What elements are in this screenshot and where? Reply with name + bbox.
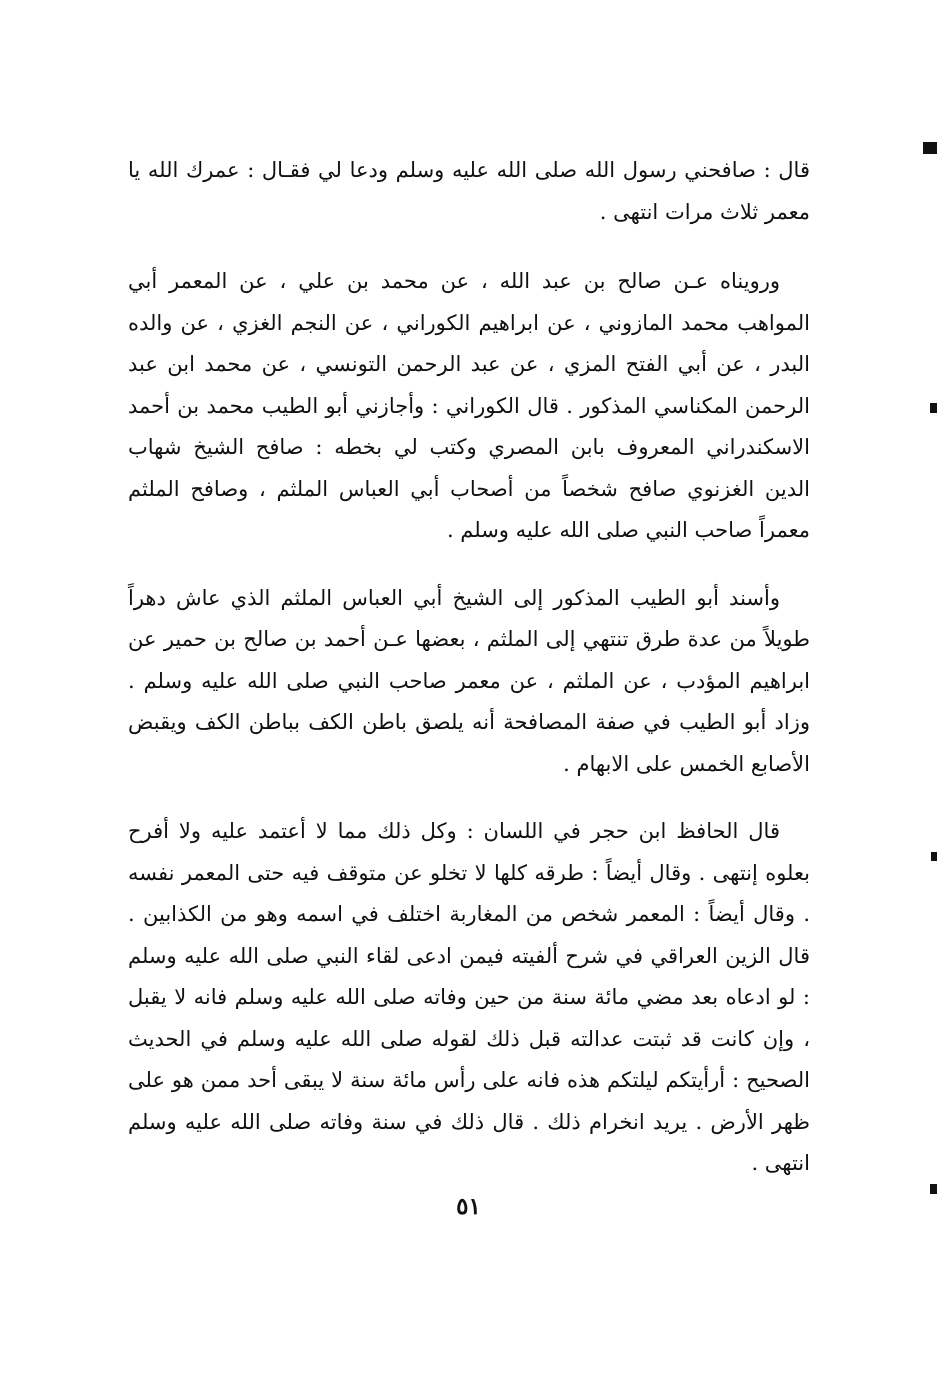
scan-edge-mark [931, 852, 937, 861]
scan-edge-mark [923, 142, 937, 154]
paragraph-1: قال : صافحني رسول الله صلى الله عليه وسلم ودعا لي فقـال : عمرك الله يا معمر ثلاث مرات انتهى . [128, 158, 810, 224]
scan-edge-mark [930, 1184, 937, 1194]
scan-edge-mark [930, 403, 937, 413]
page-number: ٥١ [456, 1193, 481, 1220]
paragraph-2: ورويناه عـن صالح بن عبد الله ، عن محمد بن علي ، عن المعمر أبي المواهب محمد المازوني ، عن ابراهيم الكوراني ، عن النجم الغزي ، عن والده البدر ، عن أبي الفتح المزي ، عن عبد الرحمن التونسي ، عن محمد ابن عبد الرحمن المكناسي المذكور . قال الكوراني : وأجازني أبو الطيب محمد بن أحمد الاسكندراني المعروف بابن المصري وكتب لي بخطه : صافح الشيخ شهاب الدين الغزنوي صافح شخصاً من أصحاب أبي العباس الملثم ، وصافح الملثم معمراً صاحب النبي صلى الله عليه وسلم . [128, 269, 810, 542]
paragraph-3: وأسند أبو الطيب المذكور إلى الشيخ أبي العباس الملثم الذي عاش دهراً طويلاً من عدة طرق تنتهي إلى الملثم ، بعضها عـن أحمد بن صالح بن حمير عن ابراهيم المؤدب ، عن الملثم ، عن معمر صاحب النبي صلى الله عليه وسلم . وزاد أبو الطيب في صفة المصافحة أنه يلصق باطن الكف بباطن الكف ويقبض الأصابع الخمس على الابهام . [128, 585, 810, 776]
paragraph-4: قال الحافظ ابن حجر في اللسان : وكل ذلك مما لا أعتمد عليه ولا أفرح بعلوه إنتهى . وقال أيضاً : طرقه كلها لا تخلو عن متوقف فيه حتى المعمر نفسه . وقال أيضاً : المعمر شخص من المغاربة اختلف في اسمه وهو من الكذابين . قال الزين العراقي في شرح ألفيته فيمن ادعى لقاء النبي صلى الله عليه وسلم : لو ادعاه بعد مضي مائة سنة من حين وفاته صلى الله عليه وسلم فانه لا يقبل ، وإن كانت قد ثبتت عدالته قبل ذلك لقوله صلى الله عليه وسلم في الحديث الصحيح : أرأيتكم ليلتكم هذه فانه على رأس مائة سنة لا يبقى أحد ممن هو على ظهر الأرض . يريد انخرام ذلك . قال ذلك في سنة وفاته صلى الله عليه وسلم انتهى . [128, 819, 810, 1175]
body-text [128, 150, 810, 1185]
